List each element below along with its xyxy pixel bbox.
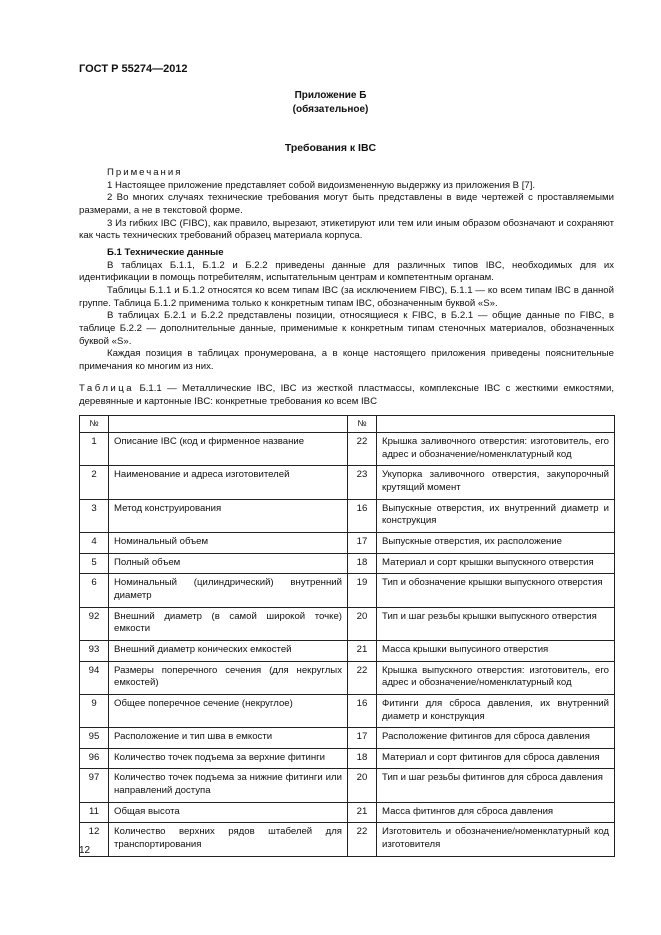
- item-number: 16: [348, 694, 377, 727]
- item-number: 21: [348, 802, 377, 823]
- table-row: [80, 553, 615, 574]
- table-row: [80, 499, 615, 532]
- paragraph-4: Каждая позиция в таблицах пронумерована, а в конце настоящего приложения приведены пояснительные примечания ко многим из них.: [79, 348, 614, 372]
- item-description: Крышка выпускного отверстия: изготовитель, его адрес и обозначение/номенклатурный код: [377, 661, 615, 694]
- table-row: [80, 769, 615, 802]
- header-blank-right: [377, 416, 615, 433]
- item-number: 22: [348, 823, 377, 856]
- item-number: 97: [80, 769, 109, 802]
- page-number: 12: [79, 845, 91, 856]
- header-no-left: №: [80, 416, 109, 433]
- item-description: Тип и шаг резьбы фитингов для сброса давления: [377, 769, 615, 802]
- notes-heading: Примечания: [107, 167, 183, 178]
- item-number: 20: [348, 769, 377, 802]
- item-number: 21: [348, 640, 377, 661]
- item-number: 94: [80, 661, 109, 694]
- item-description: Тип и обозначение крышки выпускного отверстия: [377, 574, 615, 607]
- item-number: 96: [80, 748, 109, 769]
- item-number: 4: [80, 532, 109, 553]
- item-number: 93: [80, 640, 109, 661]
- item-number: 18: [348, 748, 377, 769]
- item-number: 18: [348, 553, 377, 574]
- item-description: Наименование и адреса изготовителей: [109, 466, 348, 499]
- header-no-right: №: [348, 416, 377, 433]
- appendix-status: (обязательное): [292, 104, 369, 115]
- paragraph-1: В таблицах Б.1.1, Б.1.2 и Б.2.2 приведены данные для различных типов IBC, необходимых для их идентификации в помощь потребителям, испытательным центрам и компетентным органам.: [79, 259, 614, 284]
- item-description: Выпускные отверстия, их расположение: [377, 532, 615, 553]
- item-number: 6: [80, 574, 109, 607]
- item-number: 1: [80, 433, 109, 466]
- item-number: 22: [348, 661, 377, 694]
- note-2: 2 Во многих случаях технические требования могут быть представлены в виде чертежей с проставляемыми размерами, а не в текстовой форме.: [79, 192, 614, 216]
- item-description: Укупорка заливочного отверстия, закупорочный крутящий момент: [377, 466, 615, 499]
- table-row: [80, 728, 615, 749]
- item-description: Количество точек подъема за верхние фитинги: [109, 748, 348, 769]
- item-description: Количество верхних рядов штабелей для транспортирования: [109, 823, 348, 856]
- item-number: 92: [80, 607, 109, 640]
- item-number: 20: [348, 607, 377, 640]
- item-description: Общая высота: [109, 802, 348, 823]
- item-description: Масса фитингов для сброса давления: [377, 802, 615, 823]
- item-description: Крышка заливочного отверстия: изготовитель, его адрес и обозначение/номенклатурный код: [377, 433, 615, 466]
- item-description: Внешний диаметр (в самой широкой точке) емкости: [109, 607, 348, 640]
- table-caption-text: Б.1.1 — Металлические IBC, IBC из жесткой пластмассы, комплексные IBC с жесткими емкостями, деревянные и картонные IBC: конкретные требования ко всем IBC: [79, 383, 614, 407]
- item-number: 22: [348, 433, 377, 466]
- table-header-row: [80, 416, 615, 433]
- item-description: Масса крышки выпусиного отверстия: [377, 640, 615, 661]
- table-row: [80, 433, 615, 466]
- item-description: Количество точек подъема за нижние фитинги или направлений доступа: [109, 769, 348, 802]
- item-number: 95: [80, 728, 109, 749]
- item-number: 17: [348, 532, 377, 553]
- table-row: [80, 694, 615, 727]
- item-number: 16: [348, 499, 377, 532]
- item-number: 12: [80, 823, 109, 856]
- item-number: 17: [348, 728, 377, 749]
- table-caption-label: Таблица: [79, 383, 135, 394]
- item-description: Расположение фитингов для сброса давления: [377, 728, 615, 749]
- body-text: [79, 167, 614, 374]
- table-row: [80, 802, 615, 823]
- table-row: [80, 532, 615, 553]
- item-number: 3: [80, 499, 109, 532]
- item-description: Описание IBC (код и фирменное название: [109, 433, 348, 466]
- item-description: Фитинги для сброса давления, их внутренний диаметр и конструкция: [377, 694, 615, 727]
- table-row: [80, 607, 615, 640]
- requirements-table: [79, 415, 615, 857]
- table-caption: [79, 383, 614, 408]
- item-description: Общее поперечное сечение (некруглое): [109, 694, 348, 727]
- table-row: [80, 661, 615, 694]
- appendix-title: Приложение Б: [294, 90, 367, 101]
- standard-designation: ГОСТ Р 55274—2012: [79, 63, 188, 75]
- table-row: [80, 466, 615, 499]
- item-description: Материал и сорт крышки выпускного отверстия: [377, 553, 615, 574]
- item-description: Размеры поперечного сечения (для некруглых емкостей): [109, 661, 348, 694]
- item-description: Выпускные отверстия, их внутренний диаметр и конструкция: [377, 499, 615, 532]
- section-title: Требования к IBC: [284, 142, 377, 154]
- paragraph-2: Таблицы Б.1.1 и Б.1.2 относятся ко всем типам IBC (за исключением FIBC), Б.1.1 — ко всем типам IBC в данной группе. Таблица Б.1.2 применима только к конкретным типам IBC, обозначенным буквой «S».: [79, 284, 614, 309]
- item-description: Метод конструирования: [109, 499, 348, 532]
- table-row: [80, 823, 615, 856]
- item-number: 5: [80, 553, 109, 574]
- item-number: 19: [348, 574, 377, 607]
- table-row: [80, 640, 615, 661]
- table-row: [80, 574, 615, 607]
- item-number: 9: [80, 694, 109, 727]
- item-description: Номинальный объем: [109, 532, 348, 553]
- item-description: Полный объем: [109, 553, 348, 574]
- item-number: 2: [80, 466, 109, 499]
- item-description: Номинальный (цилиндрический) внутренний диаметр: [109, 574, 348, 607]
- paragraph-3: В таблицах Б.2.1 и Б.2.2 представлены позиции, относящиеся к FIBC, в Б.2.1 — общие данные по FIBC, в таблице Б.2.2 — дополнительные данные, применимые к конкретным типам стеночных материалов, обозначенных буквой «S».: [79, 310, 614, 347]
- appendix-heading: [0, 89, 661, 117]
- item-description: Тип и шаг резьбы крышки выпускного отверстия: [377, 607, 615, 640]
- table-row: [80, 748, 615, 769]
- note-1: 1 Настоящее приложение представляет собой видоизмененную выдержку из приложения В [7].: [107, 179, 536, 191]
- item-description: Расположение и тип шва в емкости: [109, 728, 348, 749]
- requirements-table-body: [80, 416, 615, 857]
- item-description: Изготовитель и обозначение/номенклатурный код изготовителя: [377, 823, 615, 856]
- item-number: 11: [80, 802, 109, 823]
- header-blank-left: [109, 416, 348, 433]
- note-3: 3 Из гибких IBC (FIBC), как правило, вырезают, этикетируют или тем или иным образом обозначают и сохраняют как часть технических требований образец материала корпуса.: [79, 217, 614, 242]
- subsection-title: Б.1 Технические данные: [107, 246, 224, 258]
- item-number: 23: [348, 466, 377, 499]
- item-description: Внешний диаметр конических емкостей: [109, 640, 348, 661]
- item-description: Материал и сорт фитингов для сброса давления: [377, 748, 615, 769]
